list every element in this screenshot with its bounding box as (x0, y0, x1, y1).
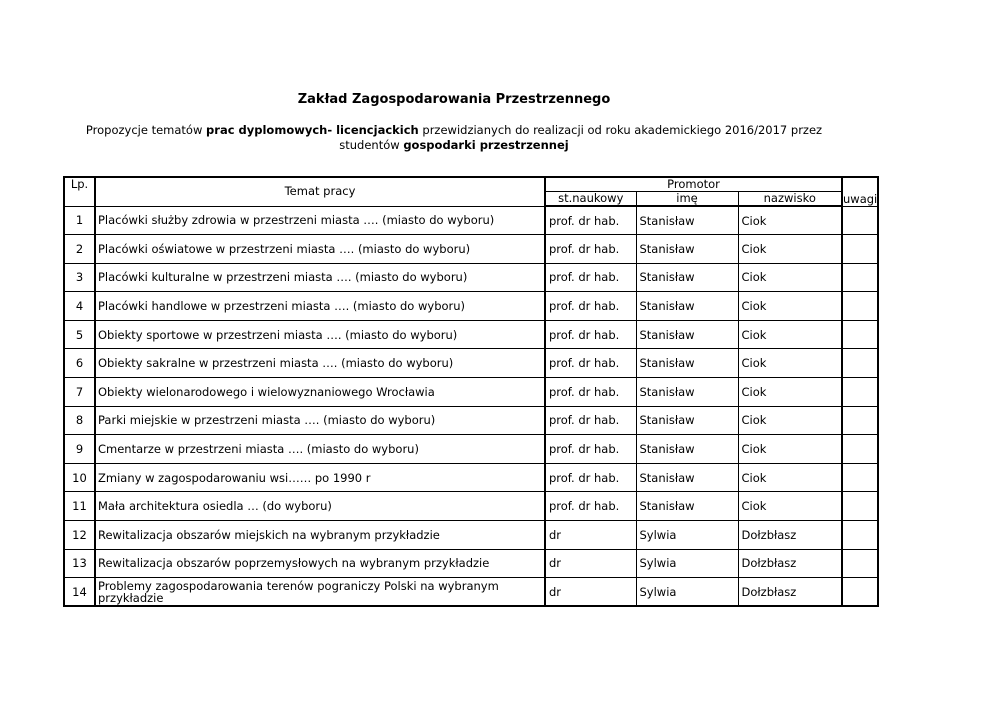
cell-lp: 7 (64, 378, 95, 407)
table-row (64, 378, 878, 407)
document-title: Zakład Zagospodarowania Przestrzennego (297, 92, 611, 107)
cell-temat: Rewitalizacja obszarów miejskich na wybranym przykładzie (95, 521, 545, 550)
cell-lp: 3 (64, 263, 95, 292)
cell-st-naukowy: dr (545, 521, 636, 550)
cell-imie: Stanisław (636, 292, 738, 321)
document-subtitle (40, 123, 868, 153)
cell-st-naukowy: prof. dr hab. (545, 235, 636, 264)
cell-uwagi (842, 463, 878, 492)
table-row (64, 292, 878, 321)
cell-st-naukowy: prof. dr hab. (545, 320, 636, 349)
cell-nazwisko: Dołzbłasz (738, 549, 842, 578)
cell-nazwisko: Ciok (738, 349, 842, 378)
cell-imie: Stanisław (636, 463, 738, 492)
subtitle-bold-1: prac dyplomowych- licencjackich (206, 123, 419, 137)
cell-temat: Parki miejskie w przestrzeni miasta …. (miasto do wyboru) (95, 406, 545, 435)
header-uwagi: uwagi (842, 177, 878, 206)
table-row (64, 578, 878, 607)
cell-temat: Obiekty wielonarodowego i wielowyznaniowego Wrocławia (95, 378, 545, 407)
cell-st-naukowy: prof. dr hab. (545, 406, 636, 435)
cell-uwagi (842, 521, 878, 550)
cell-imie: Sylwia (636, 549, 738, 578)
cell-lp: 8 (64, 406, 95, 435)
cell-uwagi (842, 206, 878, 235)
cell-lp: 12 (64, 521, 95, 550)
cell-temat: Rewitalizacja obszarów poprzemysłowych na wybranym przykładzie (95, 549, 545, 578)
cell-st-naukowy: prof. dr hab. (545, 263, 636, 292)
subtitle-bold-2: gospodarki przestrzennej (403, 138, 569, 152)
cell-temat: Mała architektura osiedla … (do wyboru) (95, 492, 545, 521)
cell-nazwisko: Ciok (738, 463, 842, 492)
cell-imie: Stanisław (636, 320, 738, 349)
cell-uwagi (842, 578, 878, 607)
cell-lp: 10 (64, 463, 95, 492)
table-row (64, 406, 878, 435)
cell-nazwisko: Dołzbłasz (738, 521, 842, 550)
cell-temat: Problemy zagospodarowania terenów pograniczy Polski na wybranym przykładzie (95, 578, 545, 607)
table-row (64, 320, 878, 349)
cell-uwagi (842, 349, 878, 378)
cell-lp: 5 (64, 320, 95, 349)
cell-st-naukowy: prof. dr hab. (545, 349, 636, 378)
table-row (64, 463, 878, 492)
table-row (64, 349, 878, 378)
table-row (64, 235, 878, 264)
cell-uwagi (842, 263, 878, 292)
cell-temat: Cmentarze w przestrzeni miasta …. (miasto do wyboru) (95, 435, 545, 464)
cell-st-naukowy: dr (545, 578, 636, 607)
cell-temat: Placówki służby zdrowia w przestrzeni miasta …. (miasto do wyboru) (95, 206, 545, 235)
cell-lp: 11 (64, 492, 95, 521)
subtitle-text-1: Propozycje tematów (85, 123, 207, 137)
cell-temat: Zmiany w zagospodarowaniu wsi…… po 1990 r (95, 463, 545, 492)
table-row (64, 492, 878, 521)
table-row (64, 263, 878, 292)
cell-imie: Stanisław (636, 263, 738, 292)
cell-lp: 1 (64, 206, 95, 235)
cell-temat: Placówki kulturalne w przestrzeni miasta …. (miasto do wyboru) (95, 263, 545, 292)
table-row (64, 206, 878, 235)
header-lp: Lp. (64, 177, 95, 206)
cell-uwagi (842, 406, 878, 435)
cell-imie: Stanisław (636, 349, 738, 378)
cell-imie: Stanisław (636, 406, 738, 435)
cell-st-naukowy: prof. dr hab. (545, 463, 636, 492)
header-st-naukowy: st.naukowy (545, 192, 636, 207)
header-temat: Temat pracy (95, 177, 545, 206)
cell-nazwisko: Ciok (738, 406, 842, 435)
cell-nazwisko: Ciok (738, 320, 842, 349)
cell-nazwisko: Ciok (738, 435, 842, 464)
cell-lp: 6 (64, 349, 95, 378)
header-promotor: Promotor (545, 177, 842, 192)
cell-uwagi (842, 492, 878, 521)
cell-imie: Sylwia (636, 578, 738, 607)
cell-st-naukowy: dr (545, 549, 636, 578)
cell-st-naukowy: prof. dr hab. (545, 492, 636, 521)
cell-uwagi (842, 549, 878, 578)
cell-lp: 13 (64, 549, 95, 578)
cell-temat: Placówki handlowe w przestrzeni miasta …. (miasto do wyboru) (95, 292, 545, 321)
cell-nazwisko: Ciok (738, 378, 842, 407)
cell-imie: Stanisław (636, 235, 738, 264)
cell-st-naukowy: prof. dr hab. (545, 206, 636, 235)
cell-imie: Stanisław (636, 378, 738, 407)
cell-uwagi (842, 320, 878, 349)
subtitle-text-3: studentów (339, 138, 404, 152)
cell-nazwisko: Dołzbłasz (738, 578, 842, 607)
cell-uwagi (842, 435, 878, 464)
cell-nazwisko: Ciok (738, 292, 842, 321)
cell-nazwisko: Ciok (738, 206, 842, 235)
cell-lp: 14 (64, 578, 95, 607)
cell-temat: Placówki oświatowe w przestrzeni miasta …. (miasto do wyboru) (95, 235, 545, 264)
cell-uwagi (842, 292, 878, 321)
cell-nazwisko: Ciok (738, 263, 842, 292)
cell-lp: 2 (64, 235, 95, 264)
cell-temat: Obiekty sakralne w przestrzeni miasta …. (miasto do wyboru) (95, 349, 545, 378)
cell-st-naukowy: prof. dr hab. (545, 435, 636, 464)
table-row (64, 435, 878, 464)
table-row (64, 521, 878, 550)
header-nazwisko: nazwisko (738, 192, 842, 207)
cell-imie: Stanisław (636, 492, 738, 521)
cell-imie: Stanisław (636, 435, 738, 464)
cell-lp: 9 (64, 435, 95, 464)
cell-nazwisko: Ciok (738, 235, 842, 264)
cell-nazwisko: Ciok (738, 492, 842, 521)
cell-lp: 4 (64, 292, 95, 321)
cell-temat: Obiekty sportowe w przestrzeni miasta …. (miasto do wyboru) (95, 320, 545, 349)
cell-imie: Sylwia (636, 521, 738, 550)
subtitle-text-2: przewidzianych do realizacji od roku akademickiego 2016/2017 przez (418, 123, 823, 137)
cell-st-naukowy: prof. dr hab. (545, 378, 636, 407)
cell-uwagi (842, 235, 878, 264)
cell-imie: Stanisław (636, 206, 738, 235)
table-row (64, 549, 878, 578)
header-imie: imę (636, 192, 738, 207)
topics-table (63, 176, 879, 607)
cell-st-naukowy: prof. dr hab. (545, 292, 636, 321)
cell-uwagi (842, 378, 878, 407)
